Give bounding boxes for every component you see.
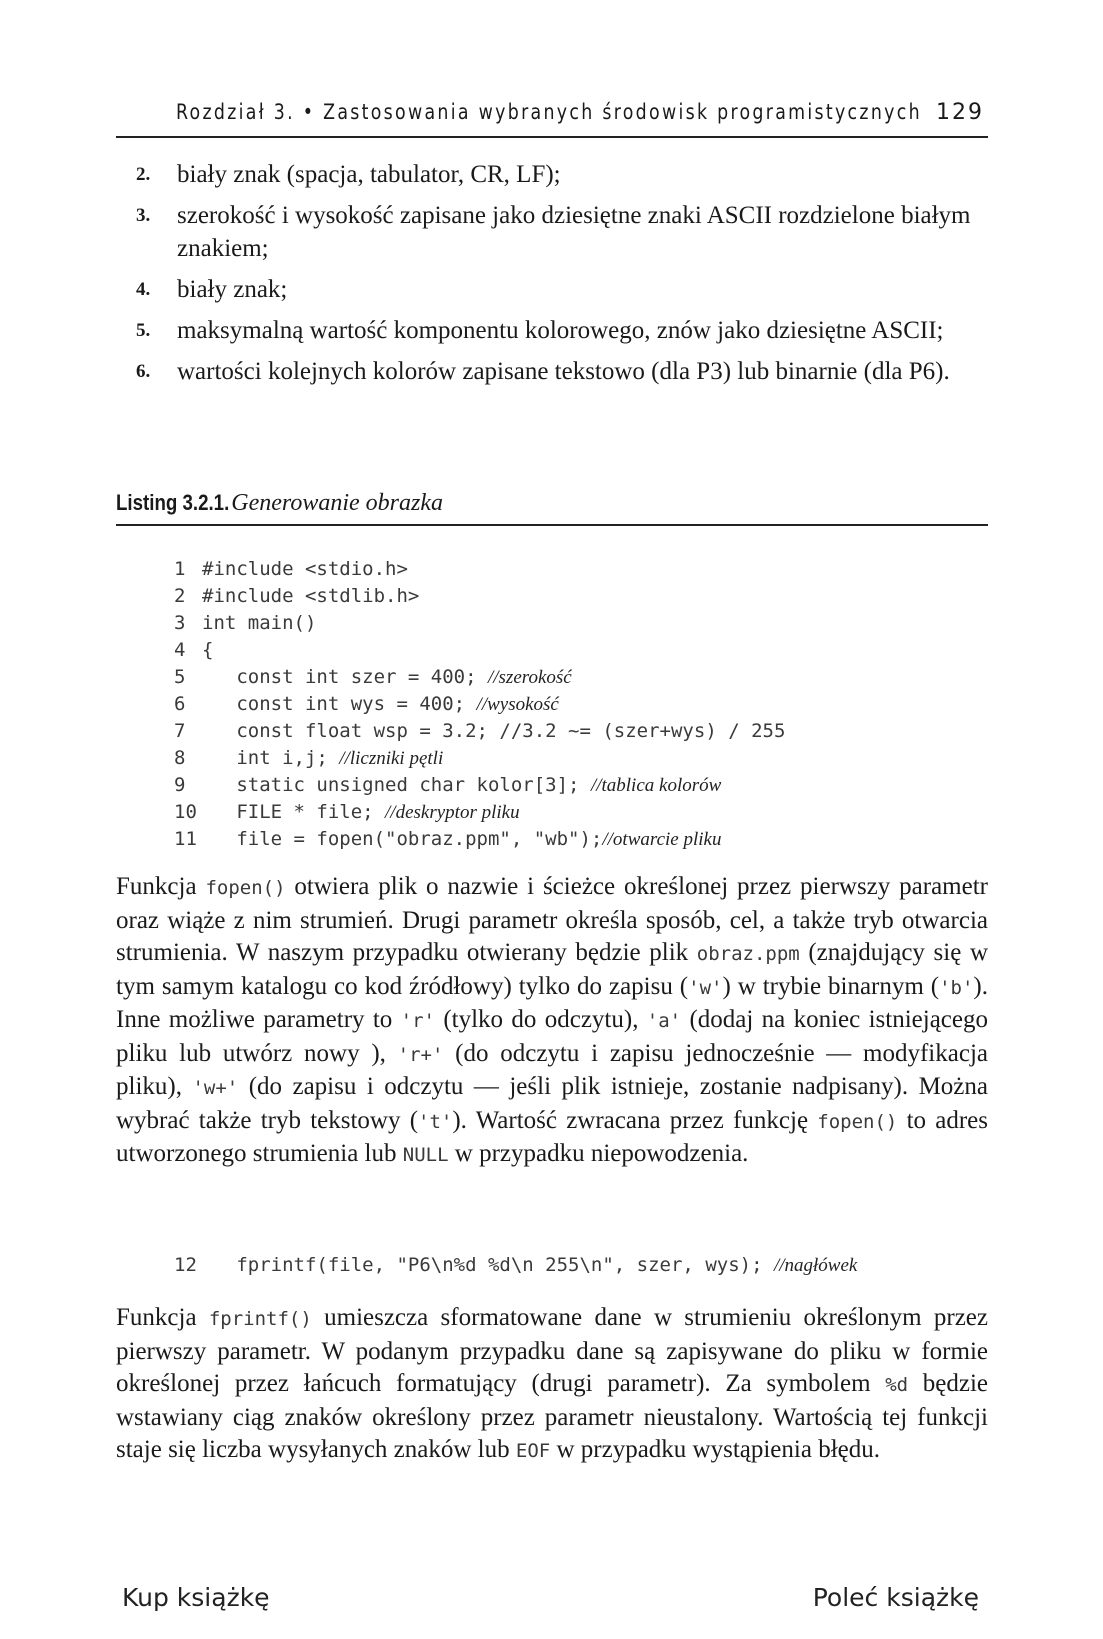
text: (do zapisu i odczytu — jeśli plik istnieje, zostanie nadpisany). Można wybrać także tryb tekstowy (: [116, 1073, 989, 1134]
code-text: FILE * file;: [202, 801, 386, 823]
inline-code: fprintf(): [208, 1308, 312, 1330]
text: w przypadku niepowodzenia.: [448, 1140, 749, 1167]
list-item-number: 6.: [136, 361, 151, 382]
page-number: 129: [936, 100, 984, 125]
list-item: [116, 355, 976, 388]
list-item: [116, 273, 976, 306]
code-line: [174, 637, 934, 664]
inline-code: 't': [418, 1110, 453, 1133]
text: w przypadku wystąpienia błędu.: [550, 1436, 880, 1463]
inline-code: %d: [885, 1374, 909, 1396]
code-text: const float wsp = 3.2; //3.2 ~= (szer+wys) / 255: [202, 720, 786, 742]
list-item-number: 4.: [136, 279, 151, 300]
inline-code: 'r+': [397, 1043, 444, 1066]
code-text: int main(): [202, 612, 317, 634]
text: Funkcja: [116, 873, 206, 900]
inline-code: NULL: [402, 1144, 449, 1166]
recommend-book-link[interactable]: Poleć książkę: [812, 1583, 979, 1612]
code-line: [174, 799, 934, 826]
list-item-text: maksymalną wartość komponentu kolorowego, znów jako dziesiętne ASCII;: [177, 317, 944, 344]
text: (dodaj na koniec istniejącego pliku lub utwórz nowy ),: [116, 1006, 988, 1067]
paragraph-fopen: [116, 871, 988, 1172]
text: (tylko do odczytu),: [434, 1006, 647, 1033]
list-item-text: biały znak (spacja, tabulator, CR, LF);: [177, 161, 561, 188]
code-text: file = fopen("obraz.ppm", "wb");: [202, 828, 603, 850]
list-item: [116, 158, 976, 191]
code-comment: //wysokość: [476, 694, 559, 715]
code-line: [174, 826, 934, 853]
code-line: [174, 1252, 934, 1279]
code-line-number: 11: [174, 828, 197, 850]
code-line-number: 12: [174, 1254, 197, 1276]
inline-code: fopen(): [817, 1110, 898, 1133]
code-line-number: 1: [174, 558, 186, 580]
inline-code: fopen(): [205, 877, 286, 899]
code-line-number: 8: [174, 747, 186, 769]
list-item-number: 5.: [136, 320, 151, 341]
text: (znajdujący się w tym samym katalogu co kod źródłowy) tylko do zapisu (: [116, 939, 988, 1000]
inline-code: EOF: [515, 1440, 551, 1462]
text: ). Inne możliwe parametry to: [116, 972, 988, 1033]
list-item-number: 3.: [136, 205, 151, 226]
code-line-number: 5: [174, 666, 186, 688]
chapter-title: Rozdział 3. • Zastosowania wybranych środowisk programistycznych: [176, 100, 922, 124]
text: ). Wartość zwracana przez funkcję: [452, 1106, 818, 1134]
code-line-number: 10: [174, 801, 197, 823]
code-line: [174, 610, 934, 637]
code-line-number: 9: [174, 774, 186, 796]
text: będzie wstawiany ciąg znaków określony przez parametr nieustalony. Wartością tej funkcji staje się liczba wysyłanych znaków lub: [116, 1370, 989, 1463]
code-text: #include <stdio.h>: [202, 558, 408, 580]
code-line: [174, 772, 934, 799]
code-comment: //deskryptor pliku: [385, 802, 520, 823]
code-line: [174, 691, 934, 718]
code-text: #include <stdlib.h>: [202, 585, 420, 607]
code-line: [174, 556, 934, 583]
text: umieszcza sformatowane dane w strumieniu określonym przez pierwszy parametr. W podanym przypadku dane są zapisywane do pliku w formie określonej przez łańcuch formatujący (drugi parametr). Za symbolem: [116, 1304, 988, 1397]
code-text: {: [202, 639, 214, 661]
list-item-text: szerokość i wysokość zapisane jako dziesiętne znaki ASCII rozdzielone białym znakiem;: [177, 202, 971, 262]
running-header: [116, 98, 988, 138]
listing-title: Generowanie obrazka: [231, 490, 444, 516]
code-comment: //nagłówek: [773, 1255, 858, 1276]
list-item: [116, 314, 976, 347]
list-item-text: biały znak;: [177, 276, 288, 303]
text: to adres utworzonego strumienia lub: [116, 1106, 988, 1167]
code-line-number: 3: [174, 612, 186, 634]
code-text: static unsigned char kolor[3];: [202, 774, 591, 796]
listing-heading: [116, 490, 988, 526]
list-item-number: 2.: [136, 164, 151, 185]
text: ) w trybie binarnym (: [722, 972, 940, 1000]
text: otwiera plik o nazwie i ścieżce określonej przez pierwszy parametr oraz wiąże z nim strumień. Drugi parametr określa sposób, cel, a także tryb otwarcia strumienia. W naszym przypadku otwierany będzie plik: [116, 873, 988, 966]
code-line: [174, 664, 934, 691]
code-line: [174, 583, 934, 610]
inline-code: 'a': [646, 1010, 682, 1032]
code-text: int i,j;: [202, 747, 340, 769]
code-line-number: 6: [174, 693, 186, 715]
buy-book-link[interactable]: Kup książkę: [122, 1583, 270, 1612]
code-comment: //tablica kolorów: [590, 775, 722, 796]
inline-code: 'w+': [192, 1077, 239, 1099]
list-item: [116, 199, 976, 265]
inline-code: obraz.ppm: [696, 943, 800, 965]
inline-code: 'r': [400, 1010, 435, 1032]
paragraph-fprintf: [116, 1302, 988, 1468]
code-block-2: [174, 1252, 934, 1279]
code-text: const int wys = 400;: [202, 693, 477, 715]
list-item-text: wartości kolejnych kolorów zapisane tekstowo (dla P3) lub binarnie (dla P6).: [177, 358, 950, 385]
code-text: fprintf(file, "P6\n%d %d\n 255\n", szer, wys);: [202, 1254, 774, 1276]
listing-label: Listing 3.2.1.: [116, 490, 230, 515]
code-comment: //otwarcie pliku: [602, 829, 722, 850]
code-line-number: 7: [174, 720, 186, 742]
code-comment: //szerokość: [487, 667, 572, 688]
inline-code: 'w': [688, 976, 723, 999]
numbered-list: [116, 158, 976, 396]
code-comment: //liczniki pętli: [339, 748, 444, 769]
text: (do odczytu i zapisu jednocześnie — modyfikacja pliku),: [116, 1039, 988, 1100]
code-line: [174, 745, 934, 772]
code-block: [174, 556, 934, 853]
code-line-number: 2: [174, 585, 186, 607]
text: Funkcja: [116, 1304, 209, 1331]
inline-code: 'b': [939, 976, 974, 999]
code-line: [174, 718, 934, 745]
code-text: const int szer = 400;: [202, 666, 488, 688]
code-line-number: 4: [174, 639, 186, 661]
